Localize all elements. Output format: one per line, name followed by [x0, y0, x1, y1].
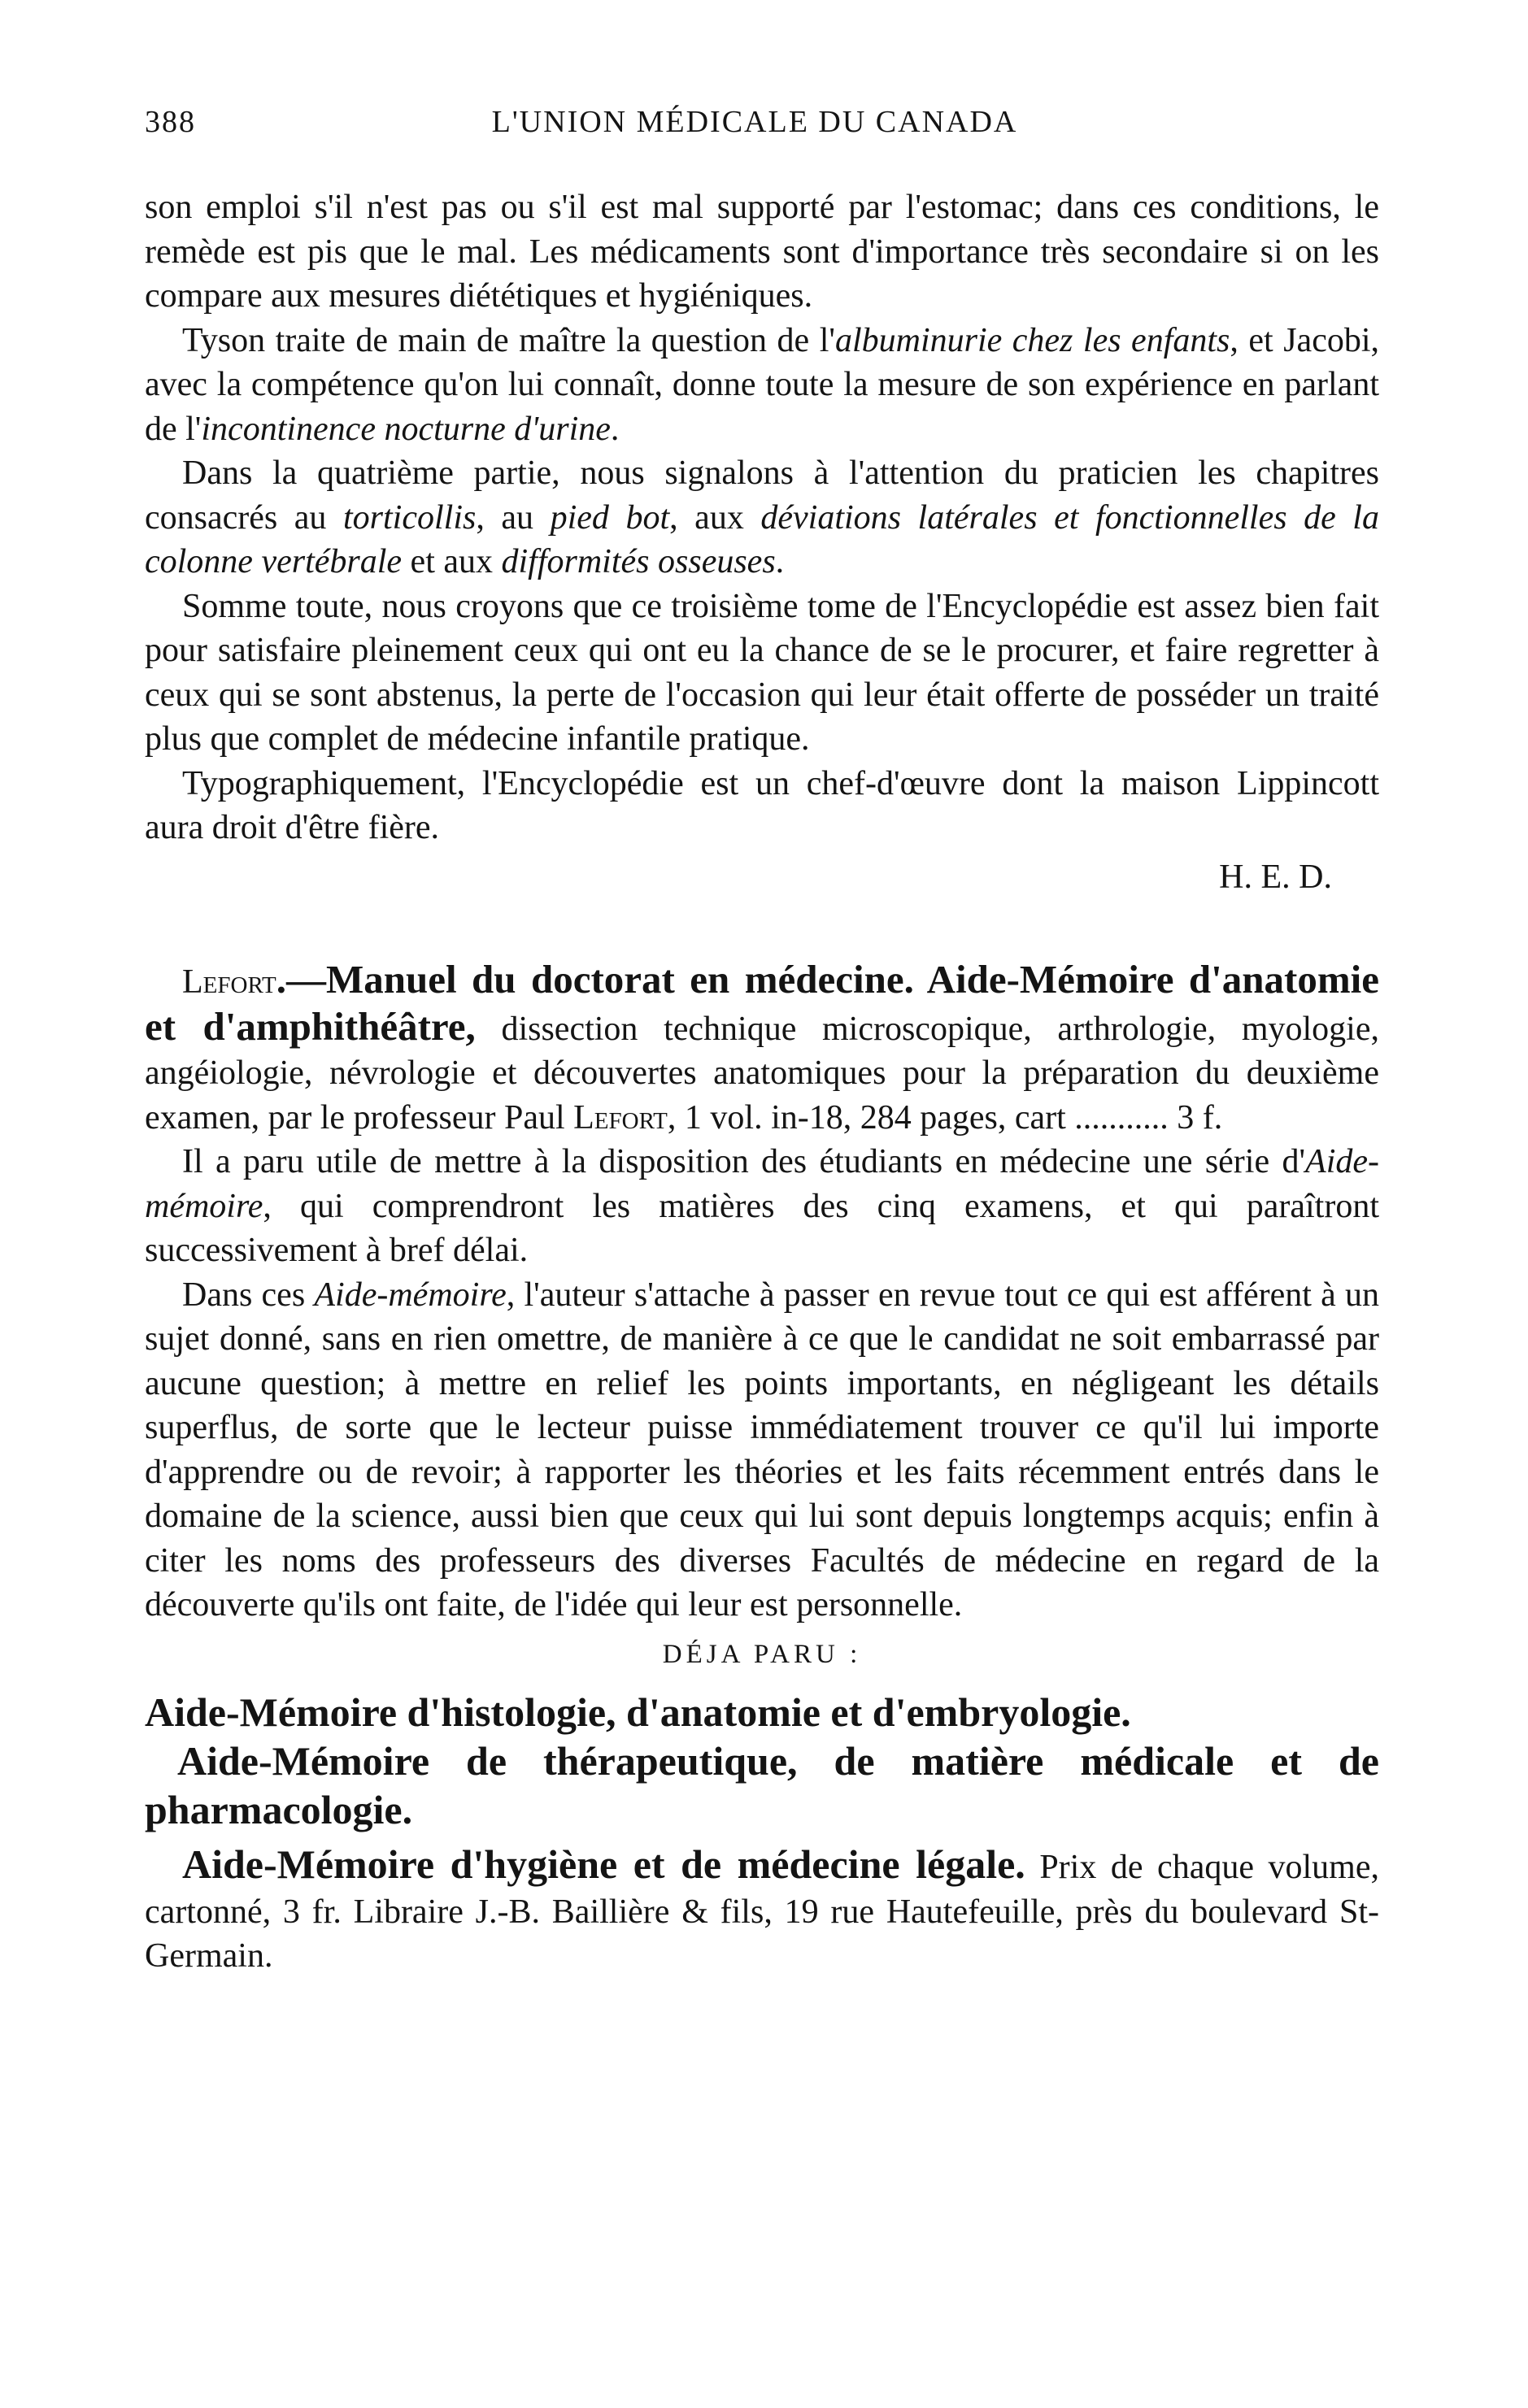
italic-term: difformités osseuses — [501, 543, 776, 580]
notice-paragraph-2 — [145, 1140, 1379, 1273]
text-run: Dans ces — [182, 1276, 315, 1314]
text-run: . — [775, 543, 785, 580]
text-run: , au — [476, 498, 551, 537]
running-title: L'UNION MÉDICALE DU CANADA — [491, 105, 1018, 139]
text-run: et aux — [402, 543, 502, 580]
text-run: , qui comprendront les matières des cinq examens, et qui paraîtront successivement à bref délai. — [145, 1187, 1379, 1269]
italic-term: torticollis — [342, 498, 477, 537]
notice-paragraph-3 — [145, 1273, 1379, 1628]
italic-term: Aide-mémoire — [314, 1276, 507, 1314]
aide-memoire-title-3-text: Aide-Mémoire d'hygiène et de médecine légale. — [182, 1841, 1025, 1887]
notice-description: dissection technique microscopique, arthrologie, myologie, angéiologie, névrologie et découvertes anatomiques pour la préparation du deuxième examen, par le professeur Paul — [145, 1010, 1379, 1137]
review-paragraph-4: Somme toute, nous croyons que ce troisième tome de l'Encyclopédie est assez bien fait pour satisfaire pleinement ceux qui ont eu la chance de se le procurer, et faire regretter à ceux qui se sont abstenus, la perte de l'occasion qui leur était offerte de posséder un traité plus que complet de médecine infantile pratique. — [145, 587, 1379, 758]
notice-dash: .— — [276, 957, 327, 1002]
section-gap — [145, 899, 1379, 958]
aide-memoire-title-2: Aide-Mémoire de thérapeutique, de matière médicale et de pharmacologie. — [145, 1738, 1379, 1832]
price-and-publisher: Prix de chaque volume, cartonné, 3 fr. Libraire J.-B. Baillière & fils, 19 rue Hautefeuille, près du boulevard St-Germain. — [145, 1849, 1379, 1975]
review-signature: H. E. D. — [1219, 858, 1332, 896]
review-paragraph-2 — [145, 319, 1379, 452]
text-run: Dans la quatrième partie, nous signalons à l'attention du praticien les chapitres consacrés au — [145, 454, 1379, 537]
text-run: Il a paru utile de mettre à la disposition des étudiants en médecine une série d' — [182, 1143, 1306, 1180]
notice-description-end: , 1 vol. in-18, 284 pages, cart — [667, 1098, 1066, 1137]
deja-paru-heading: DÉJA PARU : — [662, 1639, 862, 1669]
italic-term: incontinence nocturne d'urine — [201, 410, 611, 448]
aide-memoire-title-1: Aide-Mémoire d'histologie, d'anatomie et d'embryologie. — [145, 1689, 1131, 1735]
page-body — [145, 185, 1379, 1979]
notice-heading — [145, 958, 1379, 1140]
review-paragraph-1: son emploi s'il n'est pas ou s'il est mal supporté par l'estomac; dans ces conditions, le remède est pis que le mal. Les médicaments sont d'importance très secondaire si on les compare aux mesures diététiques et hygiéniques. — [145, 189, 1379, 315]
text-run: . — [610, 410, 620, 448]
italic-term: Aide-mémoire — [145, 1143, 1379, 1225]
text-run: , et Jacobi, avec la compétence qu'on lui connaît, donne toute la mesure de son expérience en parlant de l' — [145, 321, 1380, 448]
text-run: , aux — [669, 498, 761, 537]
italic-term: pied bot — [550, 498, 670, 537]
page-header — [145, 104, 1365, 145]
notice-title: Manuel du doctorat en médecine. Aide-Mémoire d'anatomie et d'amphithéâtre, — [145, 957, 1379, 1049]
page-number: 388 — [145, 105, 196, 139]
text-run: , l'auteur s'attache à passer en revue tout ce qui est afférent à un sujet donné, sans en rien omettre, de manière à ce que le candidat ne soit embarrassé par aucune question; à mettre en relief les points importants, en négligeant les détails superflus, de sorte que le lecteur puisse immédiatement trouver ce qu'il lui importe d'apprendre ou de revoir; à rapporter les théories et les faits récemment entrés dans le domaine de la science, aussi bien que ceux qui lui sont depuis longtemps acquis; enfin à citer les noms des professeurs des diverses Facultés de médecine en regard de la découverte qu'ils ont faite, de l'idée qui leur est personnelle. — [145, 1276, 1379, 1623]
dot-leader: ........... — [1065, 1098, 1178, 1137]
review-paragraph-3 — [145, 451, 1379, 585]
text-run: Tyson traite de main de maître la question de l' — [182, 321, 835, 359]
notice-author: Lefort — [182, 963, 276, 1001]
italic-term: déviations latérales et fonctionnelles de la colonne vertébrale — [145, 498, 1379, 580]
italic-term: albuminurie chez les enfants — [834, 321, 1230, 359]
notice-author-inline: Lefort — [573, 1098, 668, 1137]
review-paragraph-5: Typographiquement, l'Encyclopédie est un chef-d'œuvre dont la maison Lippincott aura droit d'être fière. — [145, 764, 1379, 846]
notice-price: 3 f. — [1177, 1098, 1223, 1137]
aide-memoire-title-3 — [145, 1842, 1379, 1979]
